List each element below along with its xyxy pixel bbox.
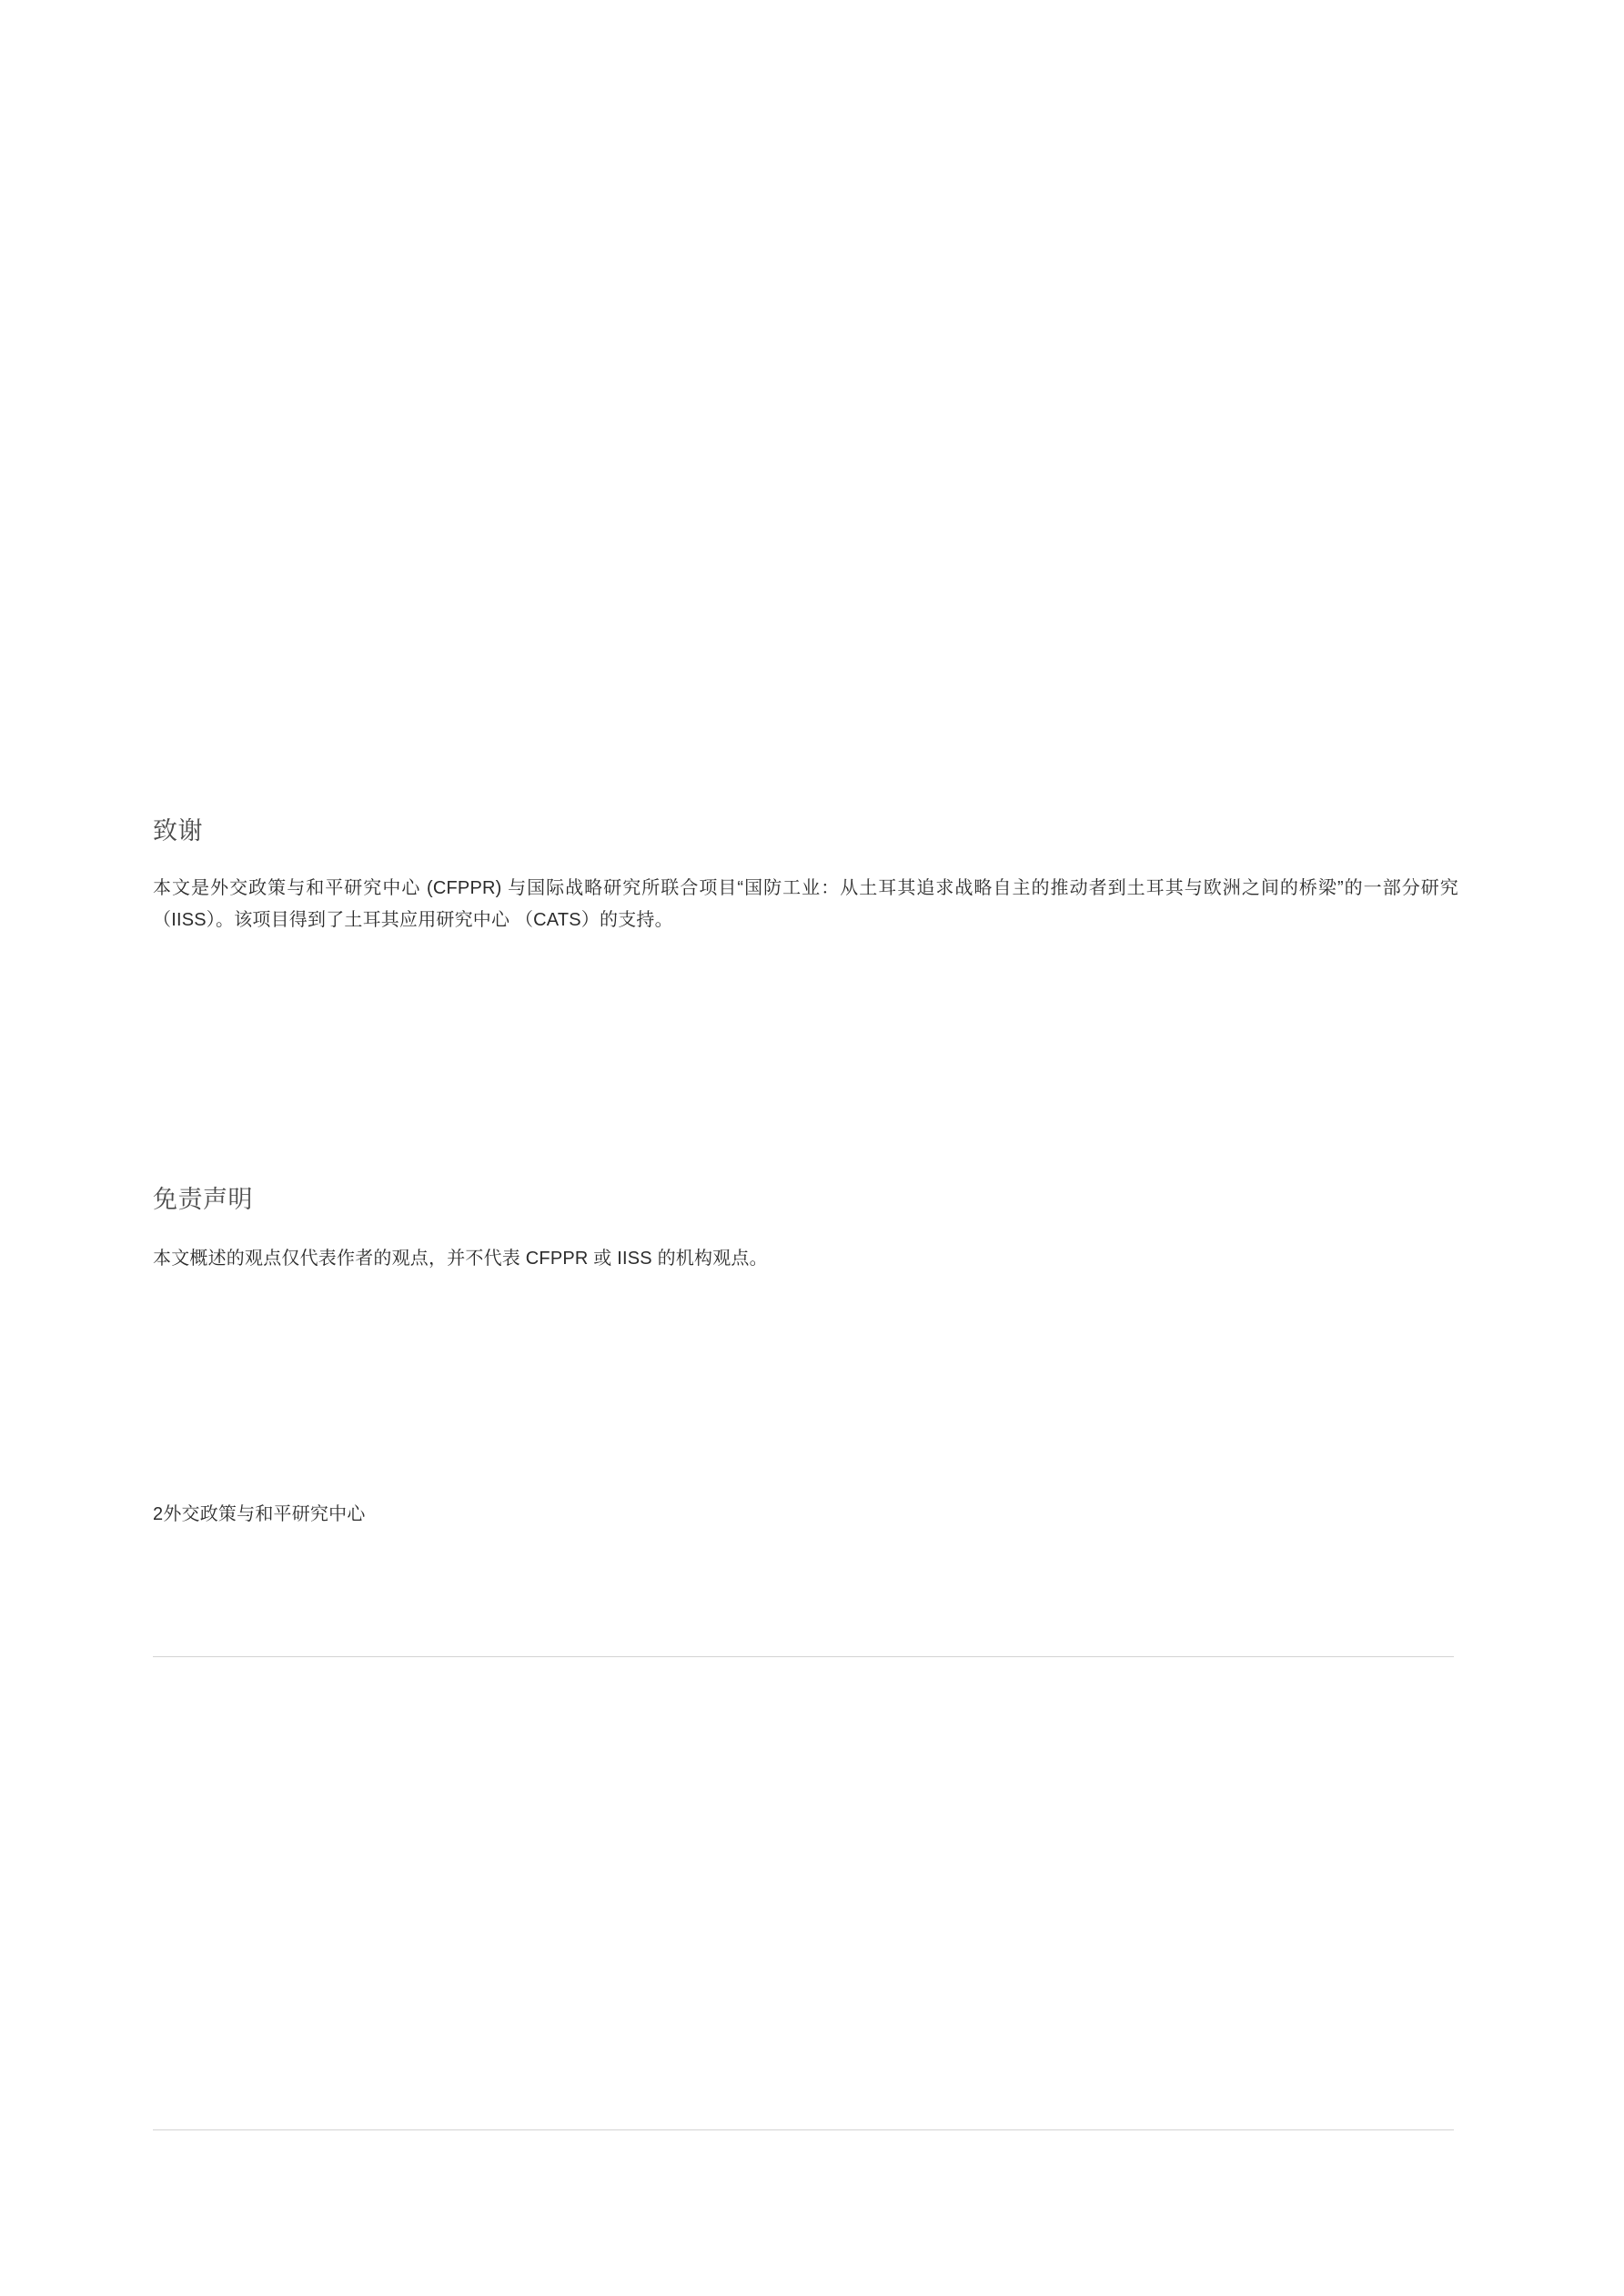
- acknowledgement-section: [153, 814, 1458, 936]
- disclaimer-paragraph: 本文概述的观点仅代表作者的观点，并不代表 CFPPR 或 IISS 的机构观点。: [153, 1248, 768, 1269]
- acknowledgement-heading: 致谢: [153, 817, 203, 845]
- disclaimer-section: [153, 1183, 1458, 1275]
- page-footer: 2外交政策与和平研究中心: [153, 1504, 366, 1524]
- horizontal-divider-bottom: [153, 2129, 1454, 2130]
- acknowledgement-paragraph: 本文是外交政策与和平研究中心 (CFPPR) 与国际战略研究所联合项目“国防工业：从土耳其追求战略自主的推动者到土耳其与欧洲之间的桥梁”的一部分研究（IISS）。该项目得到了土耳其应用研究中心 （CATS）的支持。: [153, 877, 1458, 930]
- horizontal-divider-top: [153, 1656, 1454, 1657]
- disclaimer-heading: 免责声明: [153, 1186, 253, 1213]
